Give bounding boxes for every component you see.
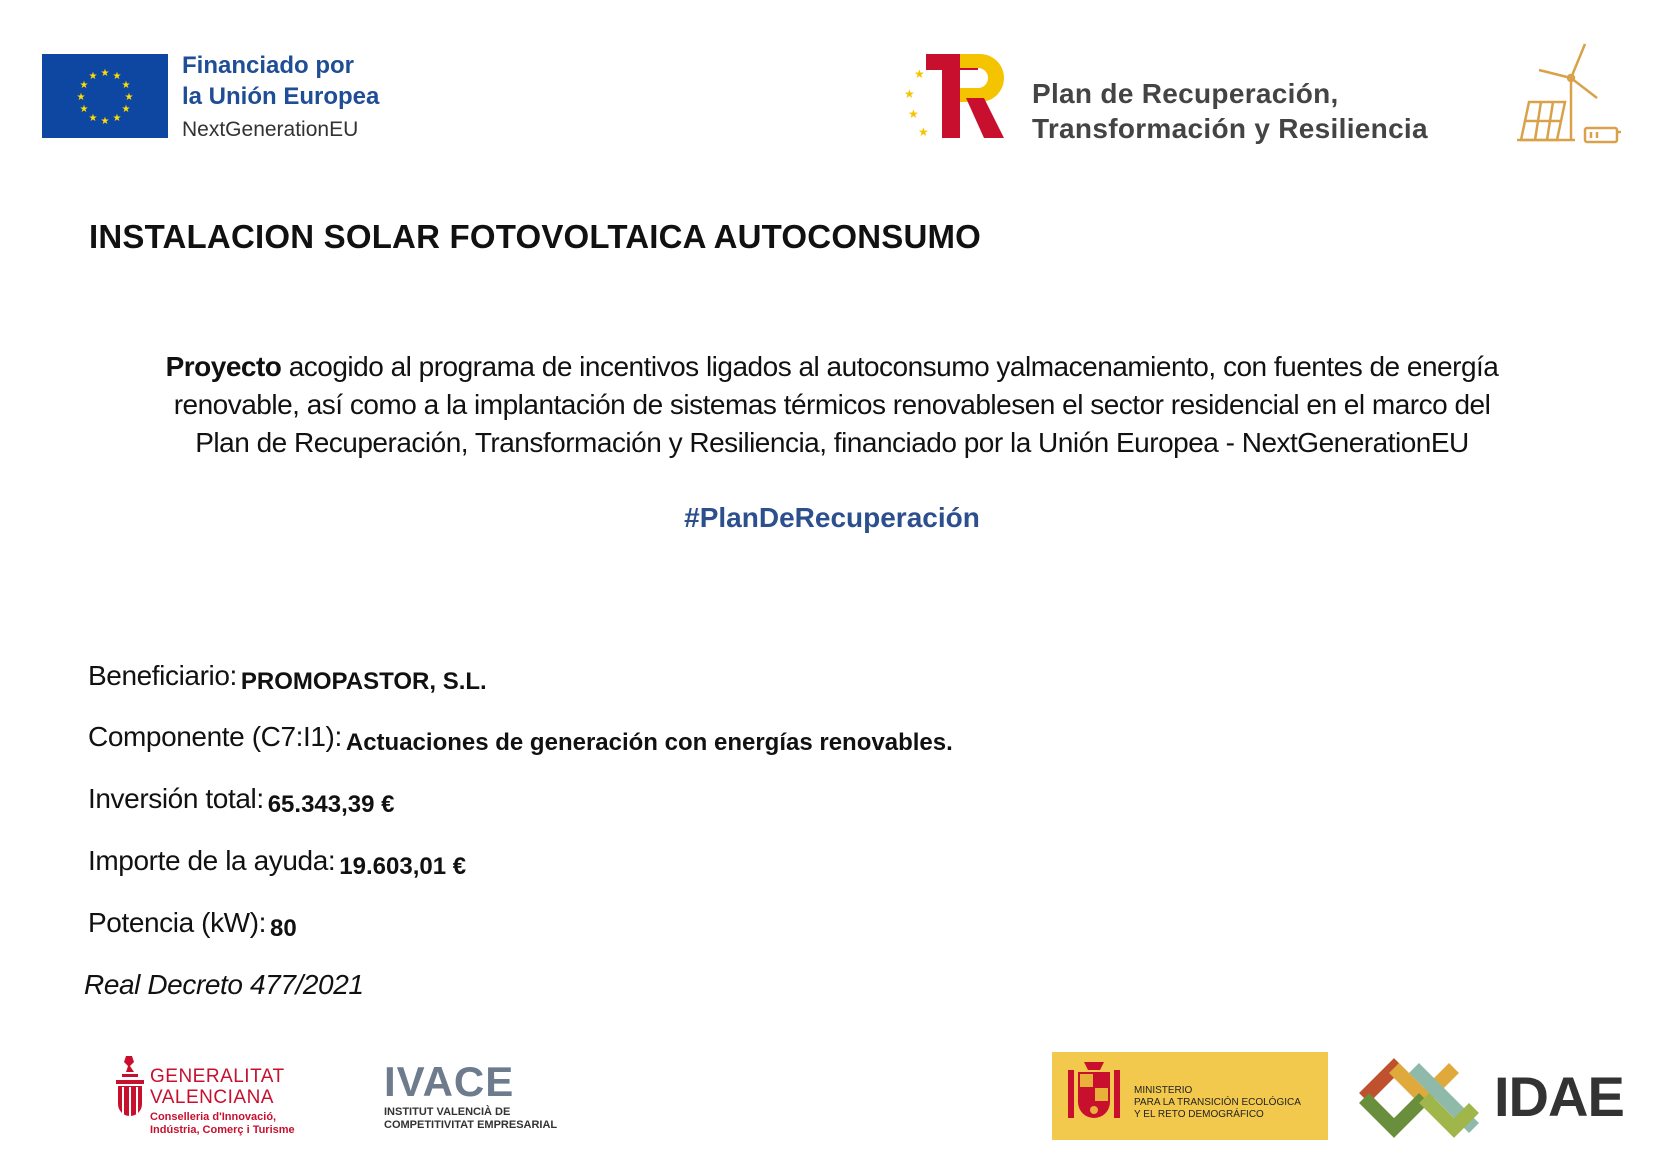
ministry-line3: Y EL RETO DEMOGRÁFICO — [1134, 1109, 1264, 1120]
svg-text:★: ★ — [112, 71, 122, 82]
svg-text:★: ★ — [79, 104, 89, 115]
svg-text:★: ★ — [914, 67, 925, 81]
idae-logo-text: IDAE — [1494, 1065, 1624, 1128]
field-value: PROMOPASTOR, S.L. — [240, 668, 487, 695]
svg-text:★: ★ — [112, 113, 122, 124]
generalitat-label — [150, 1066, 295, 1137]
project-line2: renovable, así como a la implantación de sistemas térmicos renovablesen el sector residencial en el marco del — [173, 389, 1491, 420]
ivace-sub-line2: COMPETITIVITAT EMPRESARIAL — [384, 1119, 558, 1131]
prtr-logo-icon — [898, 48, 1008, 144]
real-decreto: Real Decreto 477/2021 — [84, 969, 364, 1000]
prtr-line2: Transformación y Resiliencia — [1032, 113, 1428, 144]
eu-line1: Financiado por — [182, 52, 355, 79]
gv-line4: Indústria, Comerç i Turisme — [150, 1124, 295, 1136]
renewable-energy-icon — [1513, 40, 1623, 150]
field-value: 80 — [270, 915, 297, 942]
field-componente — [88, 721, 953, 756]
gv-line3: Conselleria d'Innovació, — [150, 1111, 277, 1123]
svg-text:★: ★ — [88, 71, 98, 82]
field-label: Beneficiario: — [88, 660, 237, 691]
ivace-logo: IVACE — [384, 1058, 515, 1105]
project-line3: Plan de Recuperación, Transformación y Resiliencia, financiado por la Unión Europea - NextGenerationEU — [195, 427, 1469, 458]
project-line1-text: acogido al programa de incentivos ligados al autoconsumo yalmacenamiento, con fuentes de energía — [281, 351, 1499, 382]
prtr-line1: Plan de Recuperación, — [1032, 78, 1339, 109]
field-value: Actuaciones de generación con energías renovables. — [345, 729, 953, 756]
field-label: Inversión total: — [88, 783, 264, 814]
svg-text:★: ★ — [121, 80, 131, 91]
ministry-line1: MINISTERIO — [1134, 1085, 1193, 1096]
project-bold-label: Proyecto — [165, 351, 282, 382]
eu-funding-label — [182, 50, 379, 148]
ministry-label — [1134, 1085, 1301, 1121]
eu-line2: la Unión Europea — [182, 83, 380, 110]
field-label: Componente (C7:I1): — [88, 721, 342, 752]
ivace-subtitle — [384, 1106, 557, 1132]
idae-knot-icon — [1354, 1054, 1484, 1142]
svg-text:★: ★ — [76, 92, 86, 103]
ivace-sub-line1: INSTITUT VALENCIÀ DE — [384, 1106, 511, 1118]
svg-text:★: ★ — [918, 125, 929, 139]
gv-line1: GENERALITAT — [150, 1066, 285, 1087]
eu-line3: NextGenerationEU — [182, 118, 359, 141]
svg-text:★: ★ — [124, 92, 134, 103]
svg-text:★: ★ — [121, 104, 131, 115]
svg-text:★: ★ — [100, 68, 110, 79]
spain-coat-of-arms-icon — [1066, 1060, 1122, 1132]
hashtag: #PlanDeRecuperación — [684, 502, 980, 533]
field-label: Importe de la ayuda: — [88, 845, 336, 876]
field-label: Potencia (kW): — [88, 907, 266, 938]
svg-text:★: ★ — [908, 107, 919, 121]
field-value: 65.343,39 € — [267, 791, 395, 818]
svg-text:★: ★ — [904, 87, 915, 101]
field-importe — [88, 845, 467, 880]
ministry-line2: PARA LA TRANSICIÓN ECOLÓGICA — [1134, 1097, 1301, 1108]
eu-flag-icon — [42, 54, 168, 138]
svg-text:★: ★ — [100, 116, 110, 127]
field-potencia — [88, 907, 297, 942]
field-beneficiario — [88, 660, 487, 695]
gv-line2: VALENCIANA — [150, 1087, 274, 1108]
svg-text:★: ★ — [79, 80, 89, 91]
project-line1 — [80, 348, 1584, 386]
document-title: INSTALACION SOLAR FOTOVOLTAICA AUTOCONSUMO — [89, 218, 982, 255]
prtr-label — [1032, 76, 1428, 146]
field-inversion — [88, 783, 395, 818]
svg-text:★: ★ — [88, 113, 98, 124]
project-description — [80, 348, 1584, 462]
field-value: 19.603,01 € — [339, 853, 467, 880]
